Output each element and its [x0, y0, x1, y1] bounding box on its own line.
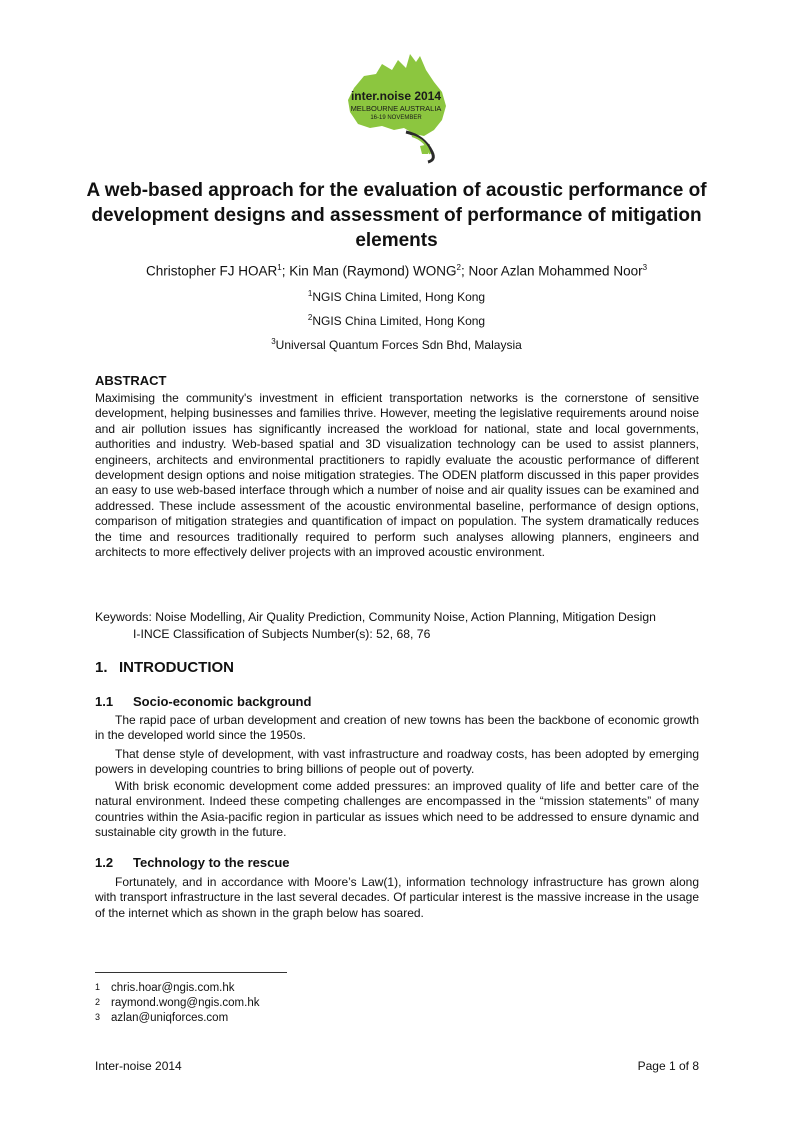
author-name: Christopher FJ HOAR [145, 263, 278, 279]
footer-page-number: Page 1 of 8 [637, 1059, 699, 1073]
body-paragraph: Fortunately, and in accordance with Moore’s Law(1), information technology infrastructure has grown along with transport infrastructure in the last several decades. Of particular interest is the massive increase in the usage of the internet which as shown in the graph below has soared. [95, 875, 699, 920]
logo-location: MELBOURNE AUSTRALIA [350, 104, 442, 113]
footnote [95, 997, 259, 1009]
keywords: Keywords: Noise Modelling, Air Quality Prediction, Community Noise, Action Planning, Mitigation Design [95, 610, 656, 624]
author-name: Kin Man (Raymond) WONG [289, 263, 457, 279]
affiliation-mark: 1 [307, 289, 313, 298]
affiliation [60, 313, 733, 328]
footnote-email: azlan@uniqforces.com [111, 1012, 229, 1024]
footnote-divider [95, 972, 287, 973]
author-separator: ; [460, 263, 469, 279]
footer-conference: Inter-noise 2014 [95, 1059, 182, 1073]
body-paragraph: The rapid pace of urban development and creation of new towns has been the backbone of economic growth in the developed world since the 1950s. [95, 713, 699, 743]
paper-title: A web-based approach for the evaluation of acoustic performance of development designs and assessment of performance of mitigation elements [86, 180, 707, 251]
affiliation-mark: 2 [307, 313, 313, 322]
affiliation-text: Universal Quantum Forces Sdn Bhd, Malaysia [275, 338, 522, 352]
abstract-text: Maximising the community's investment in efficient transportation networks is the cornerstone of sensitive development, helping businesses and families thrive. However, meeting the legislative requirements around noise and air pollution issues has significantly increased the workload for national, state and local governments, authorities and industry. Web-based spatial and 3D visualization technology can be used to assist planners, engineers, architects and environmental practitioners to rapidly evaluate the acoustic performance of different development design options and noise mitigation strategies. The ODEN platform discussed in this paper provides an easy to use web-based interface through which a number of noise and air quality issues can be examined and addressed. These include assessment of the acoustic environmental baseline, performance of design options, comparison of mitigation strategies and quantification of impact on population. The system dramatically reduces the time and resources traditionally required to perform such analyses allowing planners, engineers and architects to more effectively deliver projects with an improved acoustic environment. [95, 391, 699, 560]
subsection-title: Socio-economic background [133, 694, 312, 709]
logo-dates: 16-19 NOVEMBER [370, 115, 422, 121]
footnote-number: 2 [95, 997, 101, 1007]
footnote [95, 982, 235, 994]
australia-map-icon [336, 48, 456, 166]
subsection-number: 1.1 [95, 694, 114, 709]
abstract-heading: ABSTRACT [95, 373, 167, 388]
section-number: 1. [95, 659, 108, 676]
subsection-number: 1.2 [95, 855, 114, 870]
subsection-heading [95, 694, 311, 709]
section-title: INTRODUCTION [119, 659, 234, 676]
footnote-email: chris.hoar@ngis.com.hk [111, 982, 235, 994]
affiliation [60, 289, 733, 304]
author-list [60, 263, 733, 279]
affiliation-text: NGIS China Limited, Hong Kong [312, 290, 486, 304]
author-separator: ; [281, 263, 290, 279]
author-affiliation-mark: 1 [277, 263, 282, 272]
conference-logo [336, 48, 456, 166]
affiliation-text: NGIS China Limited, Hong Kong [312, 314, 486, 328]
author-name: Noor Azlan Mohammed Noor [468, 263, 643, 279]
affiliation-mark: 3 [271, 337, 276, 346]
body-paragraph: That dense style of development, with vast infrastructure and roadway costs, has been adopted by emerging powers in developing countries to bring billions of people out of poverty. [95, 747, 699, 777]
classification: I-INCE Classification of Subjects Number(s): 52, 68, 76 [133, 627, 431, 641]
logo-name: inter.noise 2014 [350, 89, 442, 103]
author-affiliation-mark: 2 [456, 263, 461, 272]
body-paragraph: With brisk economic development come added pressures: an improved quality of life and better care of the natural environment. Indeed these competing challenges are encompassed in the “mission statements” of many countries within the Asia-pacific region in particular as issues which need to be addressed to ensure dynamic and sustainable city growth in the future. [95, 779, 699, 840]
footnote-email: raymond.wong@ngis.com.hk [111, 997, 260, 1009]
footnote-number: 1 [95, 982, 101, 992]
subsection-title: Technology to the rescue [133, 855, 290, 870]
subsection-heading [95, 855, 290, 870]
section-heading [95, 659, 234, 676]
author-affiliation-mark: 3 [642, 263, 648, 272]
footnote [95, 1012, 228, 1024]
footnote-number: 3 [95, 1012, 101, 1022]
affiliation [60, 337, 733, 352]
